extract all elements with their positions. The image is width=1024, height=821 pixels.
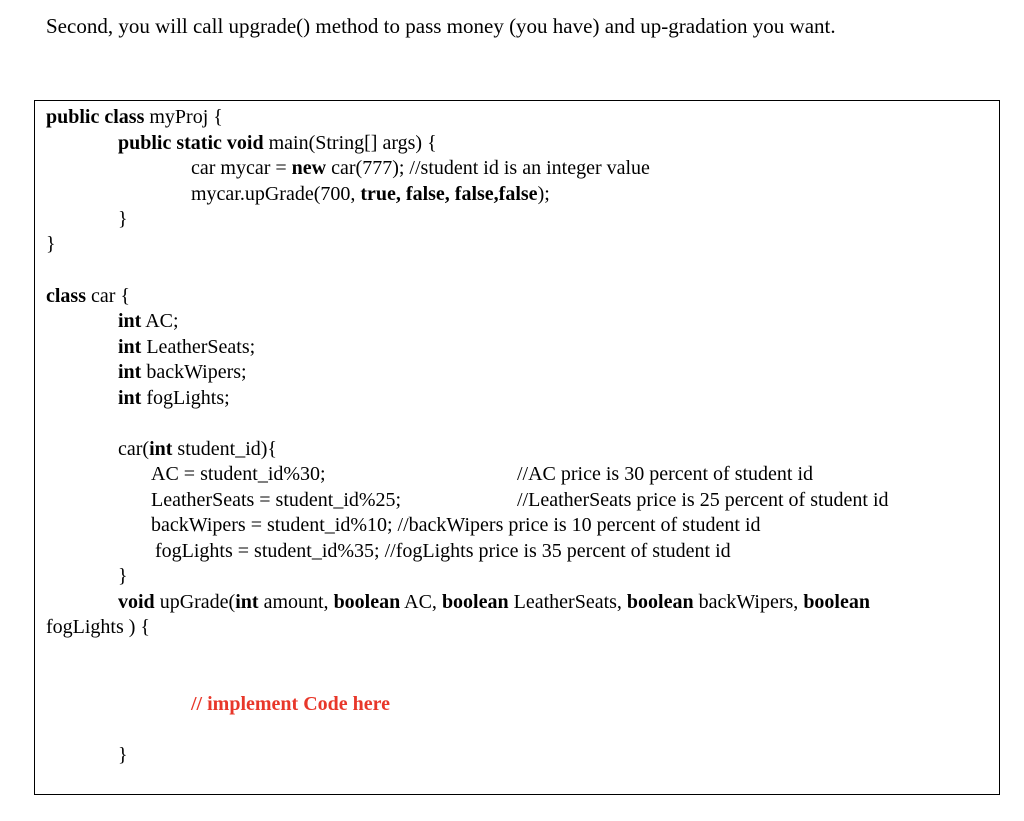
code-line-upgrade-close: } [118, 744, 128, 766]
code-line-constructor-close: } [118, 565, 128, 587]
intro-text: Second, you will call upgrade() method to pass money (you have) and up-gradation you want. [46, 14, 836, 38]
code-line-class-car: class car { [46, 285, 131, 307]
code-line-field-ac: int AC; [118, 310, 179, 332]
code-comment-ac: //AC price is 30 percent of student id [517, 463, 814, 485]
code-line-upgrade-signature: void upGrade(int amount, boolean AC, boolean LeatherSeats, boolean backWipers, boolean [118, 591, 870, 613]
code-line-assign-leatherseats: LeatherSeats = student_id%25; [151, 489, 402, 511]
code-line-field-foglights: int fogLights; [118, 387, 230, 409]
code-line-constructor: car(int student_id){ [118, 438, 278, 460]
code-line-class-myproj: public class myProj { [46, 106, 223, 128]
code-line-assign-backwipers: backWipers = student_id%10; //backWipers price is 10 percent of student id [151, 514, 761, 536]
code-line-main: public static void main(String[] args) { [118, 132, 437, 154]
code-line-class-close: } [46, 233, 56, 255]
code-line-assign-foglights: fogLights = student_id%35; //fogLights price is 35 percent of student id [155, 540, 731, 562]
code-line-new-car: car mycar = new car(777); //student id is an integer value [191, 157, 650, 179]
code-block [34, 100, 1000, 795]
code-comment-leatherseats: //LeatherSeats price is 25 percent of student id [517, 489, 889, 511]
code-line-assign-ac: AC = student_id%30; [151, 463, 326, 485]
code-line-upgrade-signature-cont: fogLights ) { [46, 616, 151, 638]
code-line-upgrade-call: mycar.upGrade(700, true, false, false,false); [191, 183, 550, 205]
code-line-field-backwipers: int backWipers; [118, 361, 247, 383]
code-line-main-close: } [118, 208, 128, 230]
code-line-field-leatherseats: int LeatherSeats; [118, 336, 256, 358]
implement-code-here-comment: // implement Code here [191, 693, 391, 715]
